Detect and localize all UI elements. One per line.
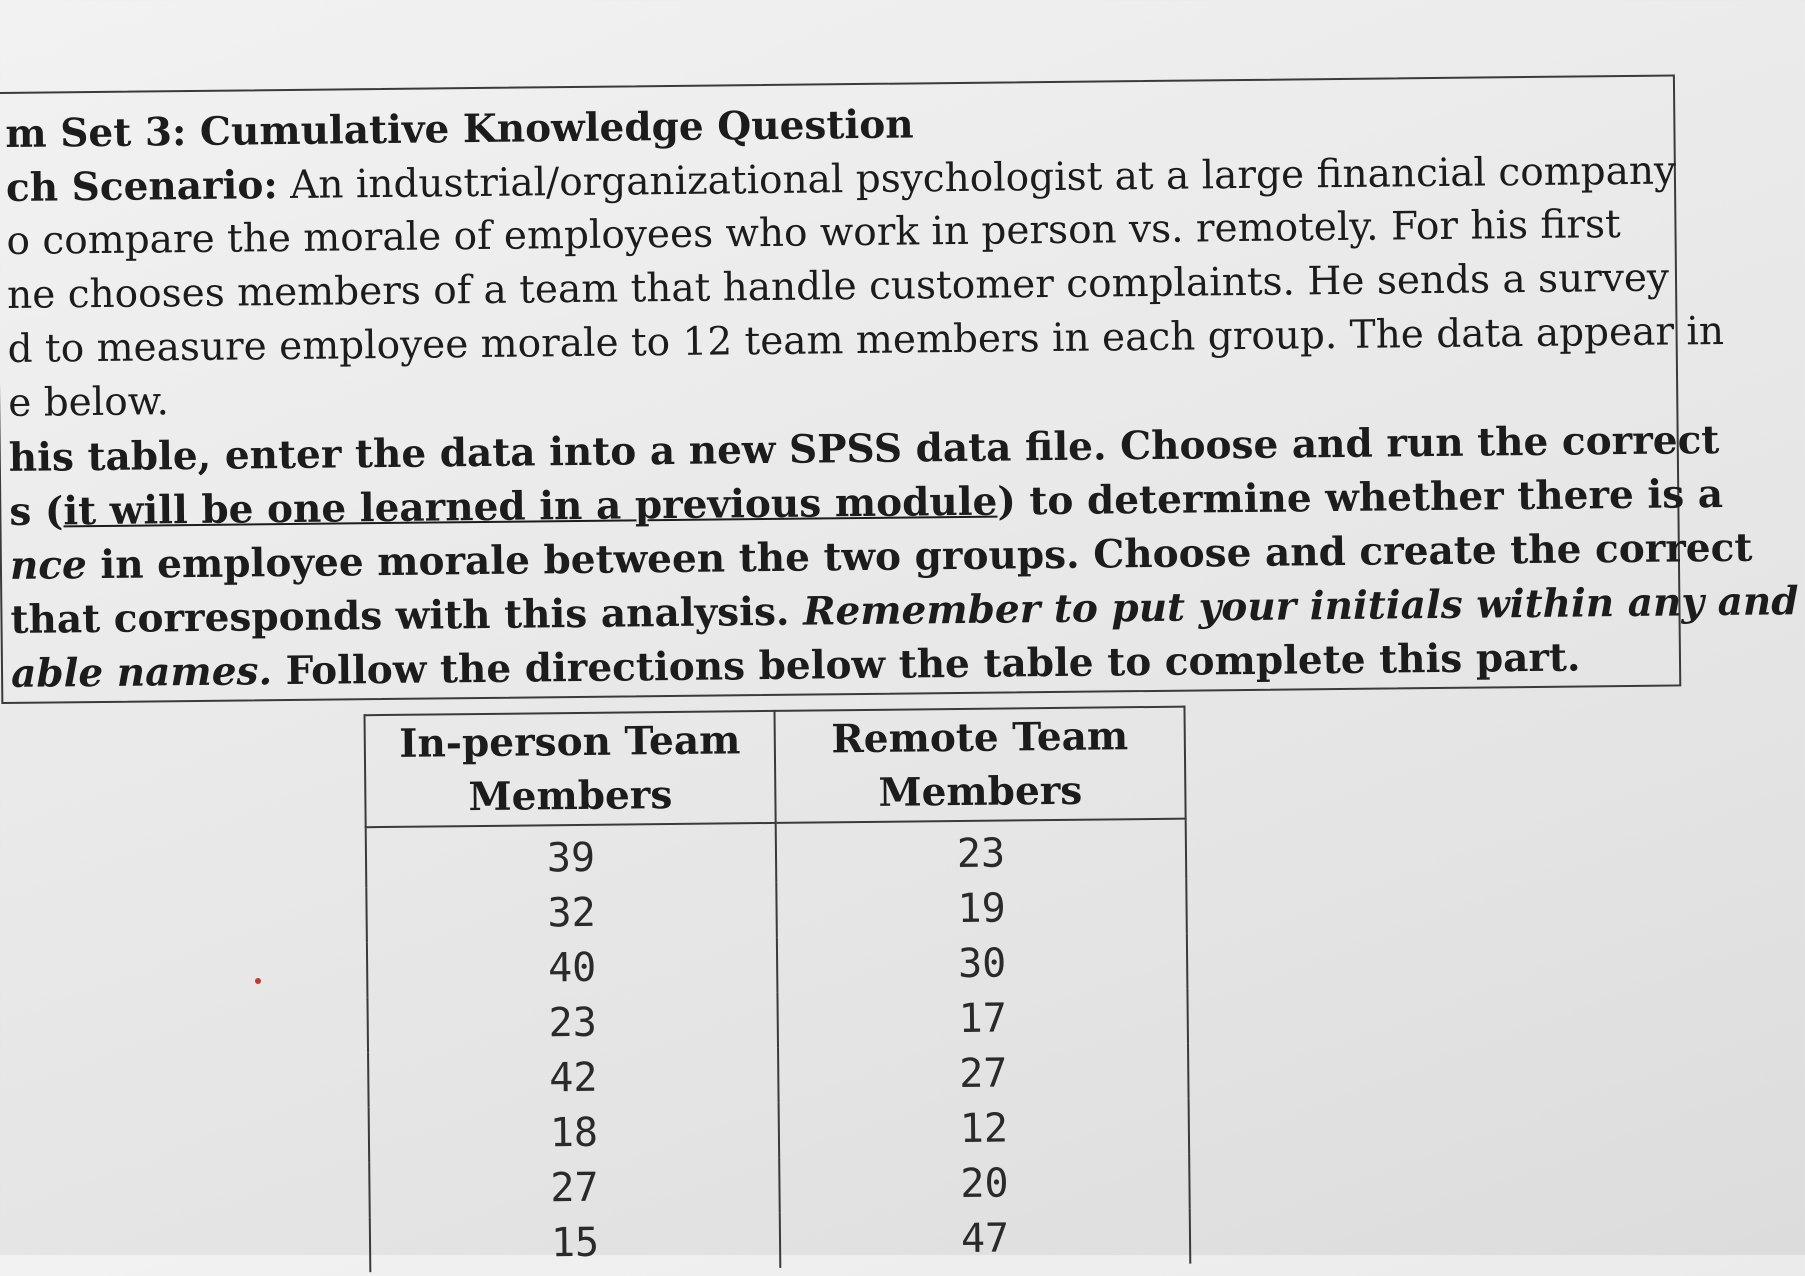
table-row (366, 819, 1187, 888)
red-speck (255, 978, 261, 984)
instruction-2-post: ) to determine whether there is a (997, 470, 1724, 525)
instruction-5-italic: able names. (10, 648, 273, 697)
remote-value: 23 (776, 819, 1187, 883)
scenario-lead: ch Scenario: (5, 162, 279, 211)
table-header-row (365, 707, 1186, 828)
remote-value: 27 (778, 1044, 1189, 1103)
morale-data-table (363, 706, 1191, 1273)
instruction-3-italic: nce (9, 542, 88, 589)
header-remote: Remote Team Members (774, 707, 1185, 823)
table-row (368, 1044, 1189, 1108)
in-person-value: 23 (367, 993, 778, 1052)
in-person-value: 32 (366, 883, 777, 942)
instruction-4-italic: Remember to put your initials within any and (802, 578, 1799, 635)
instruction-4-pre: that corresponds with this analysis. (10, 588, 804, 643)
instruction-2-underlined: it will be one learned in a previous module (63, 478, 998, 535)
table-row (367, 934, 1188, 998)
in-person-value: 42 (368, 1048, 779, 1107)
remote-value: 17 (777, 989, 1188, 1048)
remote-value: 19 (776, 879, 1187, 938)
remote-value: 30 (777, 934, 1188, 993)
scenario-text-1: An industrial/organizational psychologist at a large financial company (289, 148, 1677, 208)
table-row (367, 989, 1188, 1053)
in-person-value: 15 (370, 1213, 781, 1272)
instruction-5-rest: Follow the directions below the table to complete this part. (271, 634, 1581, 695)
remote-value: 47 (780, 1209, 1191, 1268)
header-in-person: In-person Team Members (365, 711, 776, 827)
in-person-value: 18 (369, 1103, 780, 1162)
scenario-line-4: d to measure employee morale to 12 team members in each group. The data appear in (7, 308, 1725, 372)
table-row (369, 1154, 1190, 1218)
problem-set-title: m Set 3: Cumulative Knowledge Question (5, 101, 914, 157)
scenario-line-5: e below. (7, 379, 170, 426)
scenario-line-3: ne chooses members of a team that handle customer complaints. He sends a survey (6, 255, 1670, 318)
in-person-value: 39 (366, 823, 777, 887)
table-row (366, 879, 1187, 943)
table-row (369, 1099, 1190, 1163)
remote-value: 12 (779, 1099, 1190, 1158)
instruction-line-1: his table, enter the data into a new SPSS data file. Choose and run the correct (8, 417, 1720, 481)
in-person-value: 27 (369, 1158, 780, 1217)
remote-value: 20 (779, 1154, 1190, 1213)
instruction-3-rest: in employee morale between the two groups. Choose and create the correct (86, 524, 1753, 589)
instruction-2-pre: s ( (9, 488, 64, 535)
in-person-value: 40 (367, 938, 778, 997)
table-row (370, 1209, 1191, 1273)
scenario-line-2: o compare the morale of employees who work in person vs. remotely. For his first (6, 202, 1621, 264)
